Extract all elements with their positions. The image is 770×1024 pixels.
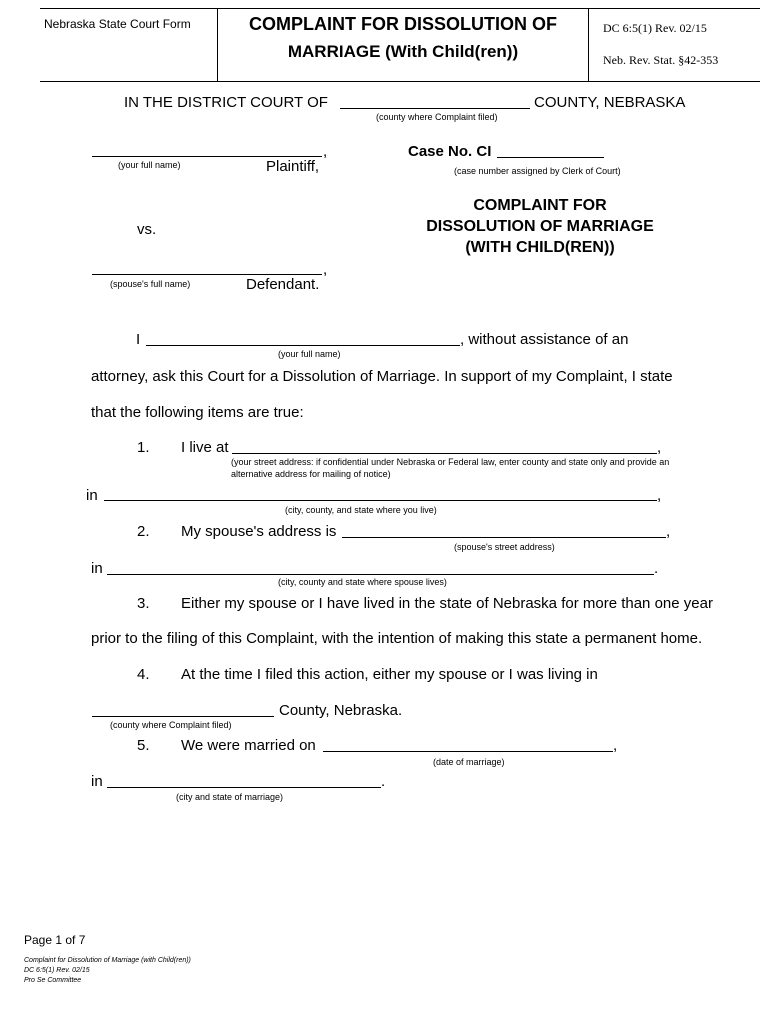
- item-comma: ,: [657, 487, 662, 504]
- plaintiff-hint: (your full name): [118, 160, 181, 170]
- your-full-name-field[interactable]: [146, 345, 460, 346]
- form-title-line2: MARRIAGE (With Child(ren)): [287, 42, 519, 61]
- in-label: in: [91, 560, 103, 577]
- item-text: My spouse's address is: [181, 523, 337, 540]
- marriage-place-field[interactable]: [107, 787, 381, 788]
- marriage-date-hint: (date of marriage): [433, 757, 505, 767]
- court-prefix: IN THE DISTRICT COURT OF: [124, 94, 328, 111]
- address-hint: alternative address for mailing of notice): [231, 469, 391, 479]
- item-number: 3.: [137, 595, 150, 612]
- your-city-field[interactable]: [104, 500, 657, 501]
- item-text: I live at: [181, 439, 229, 456]
- case-number-label: Case No. CI: [408, 143, 492, 160]
- defendant-name-field[interactable]: [92, 274, 322, 275]
- form-statute: Neb. Rev. Stat. §42-353: [603, 53, 719, 67]
- spouse-city-hint: (city, county and state where spouse lives): [278, 577, 447, 587]
- defendant-comma: ,: [323, 261, 328, 278]
- form-title-line1: COMPLAINT FOR DISSOLUTION OF: [249, 14, 557, 34]
- plaintiff-comma: ,: [323, 143, 328, 160]
- county-hint: (county where Complaint filed): [376, 112, 498, 122]
- residence-county-hint: (county where Complaint filed): [110, 720, 232, 730]
- intro-after: , without assistance of an: [460, 331, 629, 348]
- defendant-hint: (spouse's full name): [110, 279, 191, 289]
- spouse-address-hint: (spouse's street address): [454, 542, 555, 552]
- item-period: .: [654, 560, 659, 577]
- intro-line3: that the following items are true:: [91, 404, 304, 421]
- item-text: We were married on: [181, 737, 316, 754]
- form-code: DC 6:5(1) Rev. 02/15: [603, 21, 707, 35]
- spouse-address-field[interactable]: [342, 537, 666, 538]
- doc-title-line2: DISSOLUTION OF MARRIAGE: [426, 218, 654, 235]
- marriage-place-hint: (city and state of marriage): [176, 792, 284, 802]
- residence-county-field[interactable]: [92, 716, 274, 717]
- defendant-label: Defendant.: [246, 276, 320, 293]
- versus-label: vs.: [137, 221, 157, 238]
- doc-title-line3: (WITH CHILD(REN)): [465, 239, 615, 256]
- intro-i: I: [136, 331, 141, 348]
- form-label: Nebraska State Court Form: [44, 17, 191, 31]
- spouse-city-field[interactable]: [107, 574, 654, 575]
- item-text: At the time I filed this action, either my spouse or I was living in: [181, 666, 598, 683]
- item-number: 1.: [137, 439, 150, 456]
- item-number: 4.: [137, 666, 150, 683]
- item-number: 2.: [137, 523, 150, 540]
- plaintiff-label: Plaintiff,: [266, 158, 320, 175]
- footer-line: Complaint for Dissolution of Marriage (with Child(ren)): [24, 957, 191, 964]
- your-address-field[interactable]: [232, 453, 657, 454]
- footer-line: Pro Se Committee: [24, 977, 82, 984]
- case-number-field[interactable]: [497, 157, 604, 158]
- item-comma: ,: [657, 439, 662, 456]
- in-label: in: [91, 773, 103, 790]
- case-number-hint: (case number assigned by Clerk of Court): [454, 166, 621, 176]
- doc-title-line1: COMPLAINT FOR: [473, 197, 607, 214]
- intro-hint: (your full name): [278, 349, 341, 359]
- footer-line: DC 6:5(1) Rev. 02/15: [24, 967, 90, 974]
- court-suffix: COUNTY, NEBRASKA: [534, 94, 686, 111]
- item-period: .: [381, 773, 386, 790]
- intro-line2: attorney, ask this Court for a Dissolution of Marriage. In support of my Complaint, I state: [91, 368, 673, 385]
- city-hint: (city, county, and state where you live): [285, 505, 437, 515]
- county-field[interactable]: [340, 108, 530, 109]
- in-label: in: [86, 487, 98, 504]
- header-divider: [588, 9, 589, 81]
- item-comma: ,: [613, 737, 618, 754]
- item-text: prior to the filing of this Complaint, with the intention of making this state a permanent home.: [91, 630, 703, 647]
- plaintiff-name-field[interactable]: [92, 156, 322, 157]
- item-text: County, Nebraska.: [279, 702, 403, 719]
- marriage-date-field[interactable]: [323, 751, 613, 752]
- item-text: Either my spouse or I have lived in the state of Nebraska for more than one year: [181, 595, 713, 612]
- address-hint: (your street address: if confidential under Nebraska or Federal law, enter county and state only and provide an: [231, 457, 670, 467]
- page-number: Page 1 of 7: [24, 933, 86, 947]
- item-comma: ,: [666, 523, 671, 540]
- item-number: 5.: [137, 737, 150, 754]
